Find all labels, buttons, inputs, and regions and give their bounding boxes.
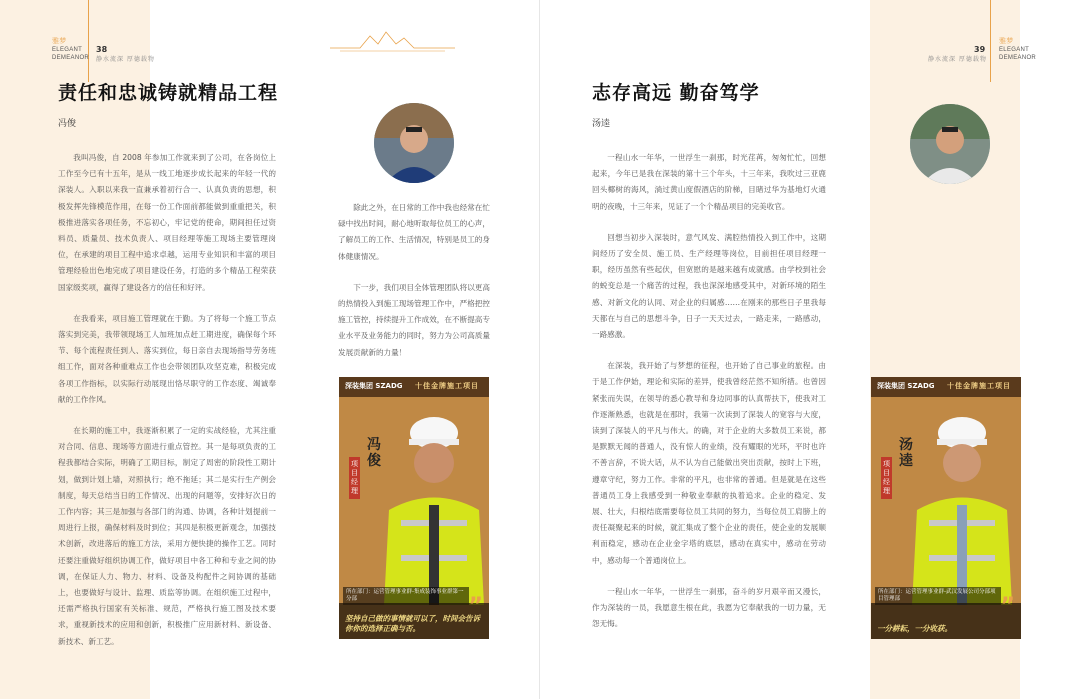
card-role-badge: 项目经理 [349, 457, 360, 499]
left-avatar [374, 103, 454, 183]
card-name: 冯俊 [367, 437, 381, 469]
paragraph: 除此之外，在日常的工作中我也经常在忙碌中找出时间，耐心地听取每位员工的心声，了解员工的工作、生活情况，特别是员工的身体健康情况。 [338, 203, 490, 261]
worker-figure-icon [379, 415, 489, 605]
right-vertical-rule [990, 0, 991, 82]
card-quote: 坚持自己做的事情就可以了，时间会告诉你你的选择正确与否。 [345, 614, 480, 633]
brand-en2: DEMEANOR [52, 55, 90, 61]
paragraph: 在深装，我开始了与梦想的征程，也开始了自己事业的旅程。由于是工作伊始，理论和实际的差异，使我曾经茫然不知所措。也曾因紧张而失误，在领导的悉心教导和身边同事的认真帮扶下，使我对工作逐渐熟悉，也就是在那时，我第一次读到了深装人的宽容与大度，读到了深装人的平凡与伟大。的确，对于企业的大多数员工来说，都是默默无闻的普通人，没有惊人的业绩，没有耀眼的光环，平时也许不善言辞，不说大话，从不认为自己能做出突出贡献，按时上下班，遵章守纪，努力工作。非常的平凡，也非常的普通。但是就是在这些普通员工身上我感受到一种敬业奉献的执着追求。企业的稳定、发展、壮大，归根结底需要每位员工共同的努力，当每位员工肩膀上的责任凝聚起来的时候，就汇集成了整个企业的责任，使企业的发展顺利而稳定，感动在企业金字塔的底层，感动在真实中，感动在劳动中，感动每一个普通岗位上。 [592, 361, 826, 565]
left-column-2 [338, 200, 490, 376]
right-column-1 [592, 150, 826, 647]
paragraph: 在我看来，项目施工管理就在于勤。为了将每一个施工节点落实到完美，我带领现场工人加班加点赶工期进度，确保每个环节、每个流程责任到人、落实到位，每日亲自去现场指导劳务班组工作，面对各种重难点工作也会带领团队攻坚克难，积极完成各项工作指标，以实际行动展现出恪尽职守的工作态度、竭诚奉献的工作作风。 [58, 313, 276, 404]
right-brand [999, 38, 1036, 62]
quote-mark-icon: ” [1000, 594, 1015, 619]
paragraph: 在长期的施工中，我逐渐积累了一定的实战经验，尤其注重对合同、信息、现场等方面进行重点管控。其一是每项负责的工程我都结合实际，明确了工期目标，制定了周密的阶段性工期计划，做到计划上墙，对照执行；绝不拖延；其二是实行生产例会制度，每天总结当日的工作情况、出现的问题等，安排好次日的工作内容；其三是加强与各部门的沟通、协调，各种计划提前一周进行上报，确保材料及时到位；其四是积极更新观念，加强技术创新，改进落后的施工方法，采用方便快捷的操作工艺。同时还要注重做好组织协调工作，做好项目中各工种和专业之间的协调，在保证人力、物力、材料、设备及构配件之间协调的基础上，也要做好与设计、监理、质监等协调。在组织施工过程中，还需严格执行国家有关标准、规范，严格执行施工图及技术要求，重视新技术的应用和创新，积极推广应用新材料、新设备、新技术、新工艺。 [58, 426, 276, 646]
right-avatar [910, 104, 990, 184]
paragraph: 回想当初步入深装时，意气风发、满腔热情投入到工作中，这期间经历了安全员、施工员、生产经理等岗位，目前担任项目经理一职，经历虽然有些起伏，但宽慰的是越来越有成就感。由学校到社会的蜕变总是一个痛苦的过程，我也深深地感受其中，对新环境的陌生感、对新文化的认同、对企业的归属感……在刚来的那些日子里我每天都在与自己的思想斗争，日子一天天过去，一路走来，一路感动，一路感激。 [592, 232, 826, 340]
right-profile-card [871, 377, 1021, 639]
brand-cn: 雅梦 [999, 38, 1014, 45]
left-profile-card [339, 377, 489, 639]
right-slogan: 静水流深 厚德载物 [928, 56, 987, 63]
paragraph: 下一步，我们项目全体管理团队将以更高的热情投入到施工现场管理工作中，严格把控施工管控，持续提升工作成效，在不断提高专业水平及业务能力的同时，努力为公司高质量发展贡献新的力量！ [338, 282, 490, 357]
left-avatar-photo-icon [374, 103, 454, 183]
brand-en2: DEMEANOR [999, 55, 1037, 61]
right-page [540, 0, 1079, 699]
left-brand [52, 38, 89, 62]
left-author: 冯俊 [58, 119, 77, 129]
brand-en1: ELEGANT [52, 47, 83, 53]
card-name: 汤逵 [899, 437, 913, 469]
left-page [0, 0, 539, 699]
card-logo: 深装集团 SZADG [877, 382, 935, 390]
paragraph: 我叫冯俊，自 2008 年参加工作就来到了公司，在各岗位上工作至今已有十五年，是从一线工地逐步成长起来的年轻一代的深装人。入职以来我一直兼承着初行合一、认真负责的思想，积极发挥先锋模范作用，在每一份工作面前都能做到重重把关，积极推进落实各项任务，不忘初心，牢记党的使命，期间担任过资料员、质量员、技术负责人、项目经理等施工现场主要管理岗位，在承建的项目工程中追求卓越，运用专业知识和丰富的项目管理经验出色地完成了项目建设任务，打造的多个精品工程荣获国家级奖项，赢得了建设各方的信任和好评。 [58, 153, 276, 292]
right-avatar-photo-icon [910, 104, 990, 184]
card-department: 所在部门：运营管理事业群-集成装饰事业群第一分部 [343, 587, 469, 605]
card-logo: 深装集团 SZADG [345, 382, 403, 390]
right-page-number: 39 [974, 45, 986, 54]
brand-cn: 雅梦 [52, 38, 67, 45]
paragraph: 一程山水一年华，一世浮生一刹那，奋斗的岁月艰辛而又漫长，作为深装的一员，我愿意生根在此，我愿为它奉献我的一切力量，无怨无悔。 [592, 586, 826, 629]
left-slogan: 静水流深 厚德载物 [96, 56, 155, 63]
paragraph: 一程山水一年华，一世浮生一刹那，时光荏苒，匆匆忙忙，回想起来，今年已是我在深装的第十三个年头，十三年来，我吹过三亚鹿回头椰树的海风，淌过黄山度假酒店的阶梯，目睹过华为基地灯火通明的夜晚，十三年来，见证了一个个精品项目的完美收官。 [592, 153, 826, 211]
card-tag: 十佳金牌施工项目 [947, 382, 1011, 390]
left-column-1 [58, 150, 276, 665]
worker-figure-icon [907, 415, 1019, 605]
left-page-number: 38 [96, 45, 108, 54]
card-tag: 十佳金牌施工项目 [415, 382, 479, 390]
brand-en1: ELEGANT [999, 47, 1030, 53]
card-role-badge: 项目经理 [881, 457, 892, 499]
right-author: 汤逵 [592, 119, 611, 129]
quote-mark-icon: ” [468, 594, 483, 619]
mountain-ornament-icon [330, 30, 455, 52]
right-article-title: 志存高远 勤奋笃学 [592, 82, 760, 104]
left-article-title: 责任和忠诚铸就精品工程 [58, 82, 279, 104]
card-department: 所在部门：运营管理事业群-武汉发展公司分部项目管理部 [875, 587, 1001, 605]
card-quote: 一分耕耘，一分收获。 [877, 624, 952, 633]
